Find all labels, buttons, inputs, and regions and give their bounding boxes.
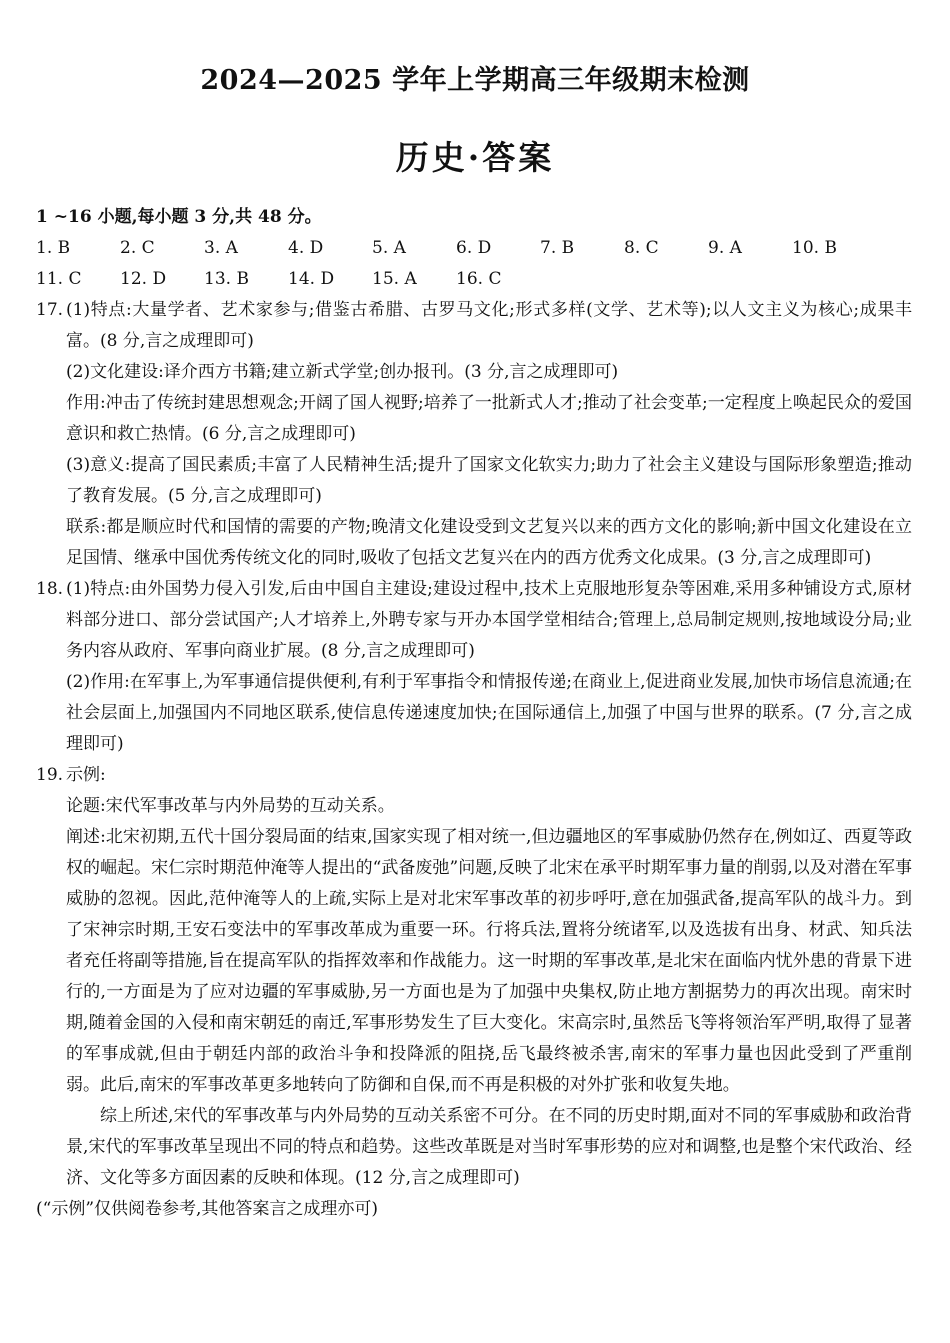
q19-thesis: 论题:宋代军事改革与内外局势的互动关系。 bbox=[66, 796, 395, 816]
mc-answer: 14. D bbox=[288, 269, 335, 289]
mc-answer: 3. A bbox=[204, 238, 238, 258]
question-18 bbox=[36, 574, 912, 760]
q17-part2-effect: 作用:冲击了传统封建思想观念;开阔了国人视野;培养了一批新式人才;推动了社会变革;一定程度上唤起民众的爱国意识和救亡热情。(6 分,言之成理即可) bbox=[66, 393, 912, 444]
question-number: 18. bbox=[36, 579, 64, 599]
mc-answer: 16. C bbox=[456, 269, 502, 289]
mc-answer: 9. A bbox=[708, 238, 742, 258]
mc-answer: 4. D bbox=[288, 238, 324, 258]
mc-answers-row-1 bbox=[36, 233, 912, 264]
mc-answer: 12. D bbox=[120, 269, 167, 289]
q17-part3: (3)意义:提高了国民素质;丰富了人民精神生活;提升了国家文化软实力;助力了社会主义建设与国际形象塑造;推动了教育发展。(5 分,言之成理即可) bbox=[66, 455, 912, 506]
mc-answer: 13. B bbox=[204, 269, 249, 289]
mc-answer: 5. A bbox=[372, 238, 406, 258]
mc-answer: 1. B bbox=[36, 238, 71, 258]
q17-part3-link: 联系:都是顺应时代和国情的需要的产物;晚清文化建设受到文艺复兴以来的西方文化的影响;新中国文化建设在立足国情、继承中国优秀传统文化的同时,吸收了包括文艺复兴在内的西方优秀文化成果。(3 分,言之成理即可) bbox=[66, 517, 912, 568]
q19-example-label: 示例: bbox=[66, 765, 106, 785]
question-number: 19. bbox=[36, 765, 64, 785]
answer-body bbox=[36, 202, 912, 1225]
document-title: 2024—2025 学年上学期高三年级期末检测 bbox=[200, 65, 750, 96]
q18-part2: (2)作用:在军事上,为军事通信提供便利,有利于军事指令和情报传递;在商业上,促进商业发展,加快市场信息流通;在社会层面上,加强国内不同地区联系,使信息传递速度加快;在国际通信上,加强了中国与世界的联系。(7 分,言之成理即可) bbox=[66, 672, 912, 754]
q17-part2: (2)文化建设:译介西方书籍;建立新式学堂;创办报刊。(3 分,言之成理即可) bbox=[66, 362, 619, 382]
mc-answers-row-2 bbox=[36, 264, 912, 295]
question-17 bbox=[36, 295, 912, 574]
mc-answer: 7. B bbox=[540, 238, 575, 258]
q19-note: (“示例”仅供阅卷参考,其他答案言之成理亦可) bbox=[36, 1199, 379, 1219]
mc-answer: 6. D bbox=[456, 238, 492, 258]
mc-answer: 11. C bbox=[36, 269, 82, 289]
q18-part1: (1)特点:由外国势力侵入引发,后由中国自主建设;建设过程中,技术上克服地形复杂等困难,采用多种铺设方式,原材料部分进口、部分尝试国产;人才培养上,外聘专家与开办本国学堂相结合;管理上,总局制定规则,按地域设分局;业务内容从政府、军事向商业扩展。(8 分,言之成理即可) bbox=[66, 579, 912, 661]
mc-answer: 10. B bbox=[792, 238, 837, 258]
q17-part1: (1)特点:大量学者、艺术家参与;借鉴古希腊、古罗马文化;形式多样(文学、艺术等);以人文主义为核心;成果丰富。(8 分,言之成理即可) bbox=[66, 300, 912, 351]
q19-conclusion: 综上所述,宋代的军事改革与内外局势的互动关系密不可分。在不同的历史时期,面对不同的军事威胁和政治背景,宋代的军事改革呈现出不同的特点和趋势。这些改革既是对当时军事形势的应对和调整,也是整个宋代政治、经济、文化等多方面因素的反映和体现。(12 分,言之成理即可) bbox=[66, 1106, 912, 1188]
mc-answer: 8. C bbox=[624, 238, 659, 258]
q19-elaboration: 阐述:北宋初期,五代十国分裂局面的结束,国家实现了相对统一,但边疆地区的军事威胁仍然存在,例如辽、西夏等政权的崛起。宋仁宗时期范仲淹等人提出的“武备废弛”问题,反映了北宋在承平时期军事力量的削弱,以及对潜在军事威胁的忽视。因此,范仲淹等人的上疏,实际上是对北宋军事改革的初步呼吁,意在加强武备,提高军队的战斗力。到了宋神宗时期,王安石变法中的军事改革成为重要一环。行将兵法,置将分统诸军,以及选拔有出身、材武、知兵法者充任将副等措施,旨在提高军队的指挥效率和作战能力。这一时期的军事改革,是北宋在面临内忧外患的背景下进行的,一方面是为了应对边疆的军事威胁,另一方面也是为了加强中央集权,防止地方割据势力的再次出现。南宋时期,随着金国的入侵和南宋朝廷的南迁,军事形势发生了巨大变化。宋高宗时,虽然岳飞等将领治军严明,取得了显著的军事成就,但由于朝廷内部的政治斗争和投降派的阻挠,岳飞最终被杀害,南宋的军事力量也因此受到了严重削弱。此后,南宋的军事改革更多地转向了防御和自保,而不再是积极的对外扩张和收复失地。 bbox=[66, 827, 912, 1095]
question-19 bbox=[36, 760, 912, 1225]
document-subtitle: 历史·答案 bbox=[395, 138, 555, 177]
mc-answer: 15. A bbox=[372, 269, 417, 289]
mc-answer: 2. C bbox=[120, 238, 155, 258]
question-number: 17. bbox=[36, 300, 64, 320]
mc-instruction: 1 ~16 小题,每小题 3 分,共 48 分。 bbox=[36, 207, 322, 227]
